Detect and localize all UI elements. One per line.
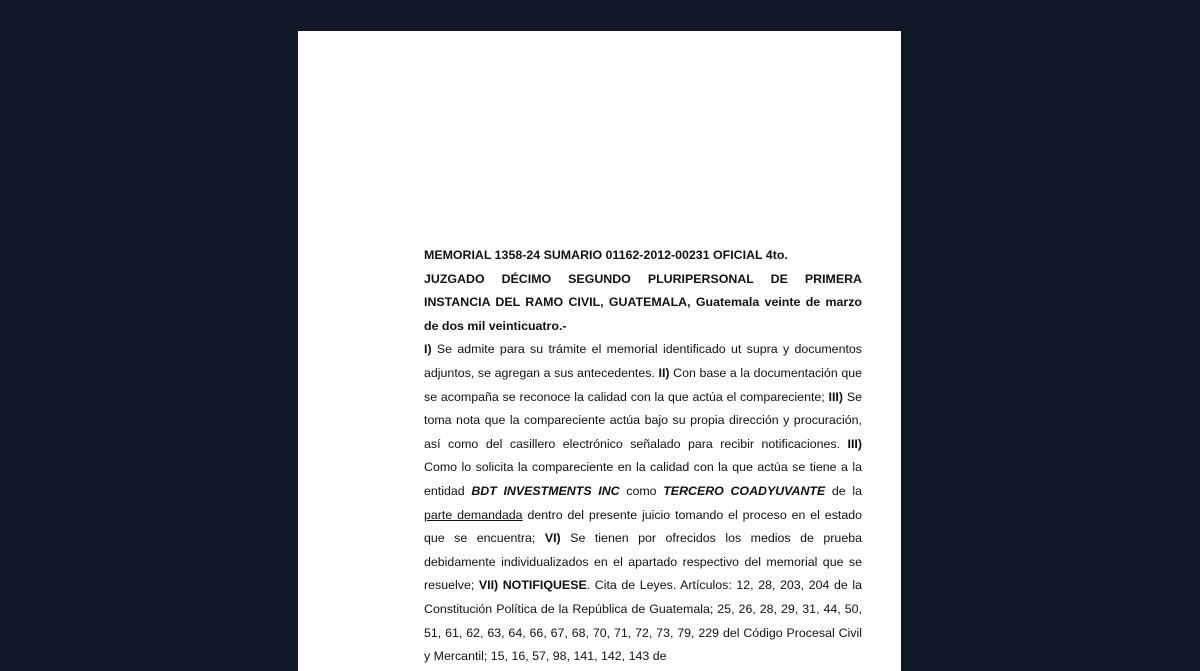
section-label: I) [424, 342, 432, 357]
section-text: Se admite para su trámite el memorial identificado ut supra y documentos adjuntos, se agregan a sus antecedentes. [424, 342, 862, 380]
document-page [298, 31, 901, 671]
section-text: Con base a la documentación que se acompaña se reconoce la calidad con la que actúa el compareciente; [424, 365, 862, 404]
section-label: III) [847, 436, 862, 451]
section-text: Se tienen por ofrecidos los medios de prueba debidamente individualizados en el apartado respectivo del memorial que se resuelve; [424, 531, 862, 593]
resolution-body [424, 338, 862, 668]
entity-role: TERCERO COADYUVANTE [663, 483, 826, 498]
memorial-header: MEMORIAL 1358-24 SUMARIO 01162-2012-00231 OFICIAL 4to. [424, 248, 788, 262]
section-label: VI) [544, 531, 561, 546]
entity-name: BDT INVESTMENTS INC [471, 483, 620, 498]
section-label: III) [828, 389, 844, 404]
section-label: II) [658, 365, 670, 380]
court-heading: JUZGADO DÉCIMO SEGUNDO PLURIPERSONAL DE PRIMERA INSTANCIA DEL RAMO CIVIL, GUATEMALA, Guatemala veinte de marzo de dos mil veinticuatro.- [424, 271, 862, 333]
document-content [424, 244, 862, 669]
party-underlined: parte demandada [424, 507, 523, 522]
notify-label: VII) NOTIFIQUESE [478, 578, 587, 593]
section-text: Como lo solicita la compareciente en la calidad con la que actúa se tiene a la entidad [424, 460, 862, 498]
section-text: Se toma nota que la compareciente actúa bajo su propia dirección y procuración, así como del casillero electrónico señalado para recibir notificaciones. [424, 389, 862, 451]
section-text: dentro del presente juicio tomando el proceso en el estado que se encuentra; [424, 507, 863, 546]
section-text: como [619, 483, 664, 498]
section-text: . Cita de Leyes. Artículos: 12, 28, 203, 204 de la Constitución Política de la República de Guatemala; 25, 26, 28, 29, 31, 44, 50, 51, 61, 62, 63, 64, 66, 67, 68, 70, 71, 72, 73, 79, 229 del Código Procesal Civil y Mercantil; 15, 16, 57, 98, 141, 142, 143 de [424, 578, 862, 664]
section-text: de la [825, 483, 863, 498]
